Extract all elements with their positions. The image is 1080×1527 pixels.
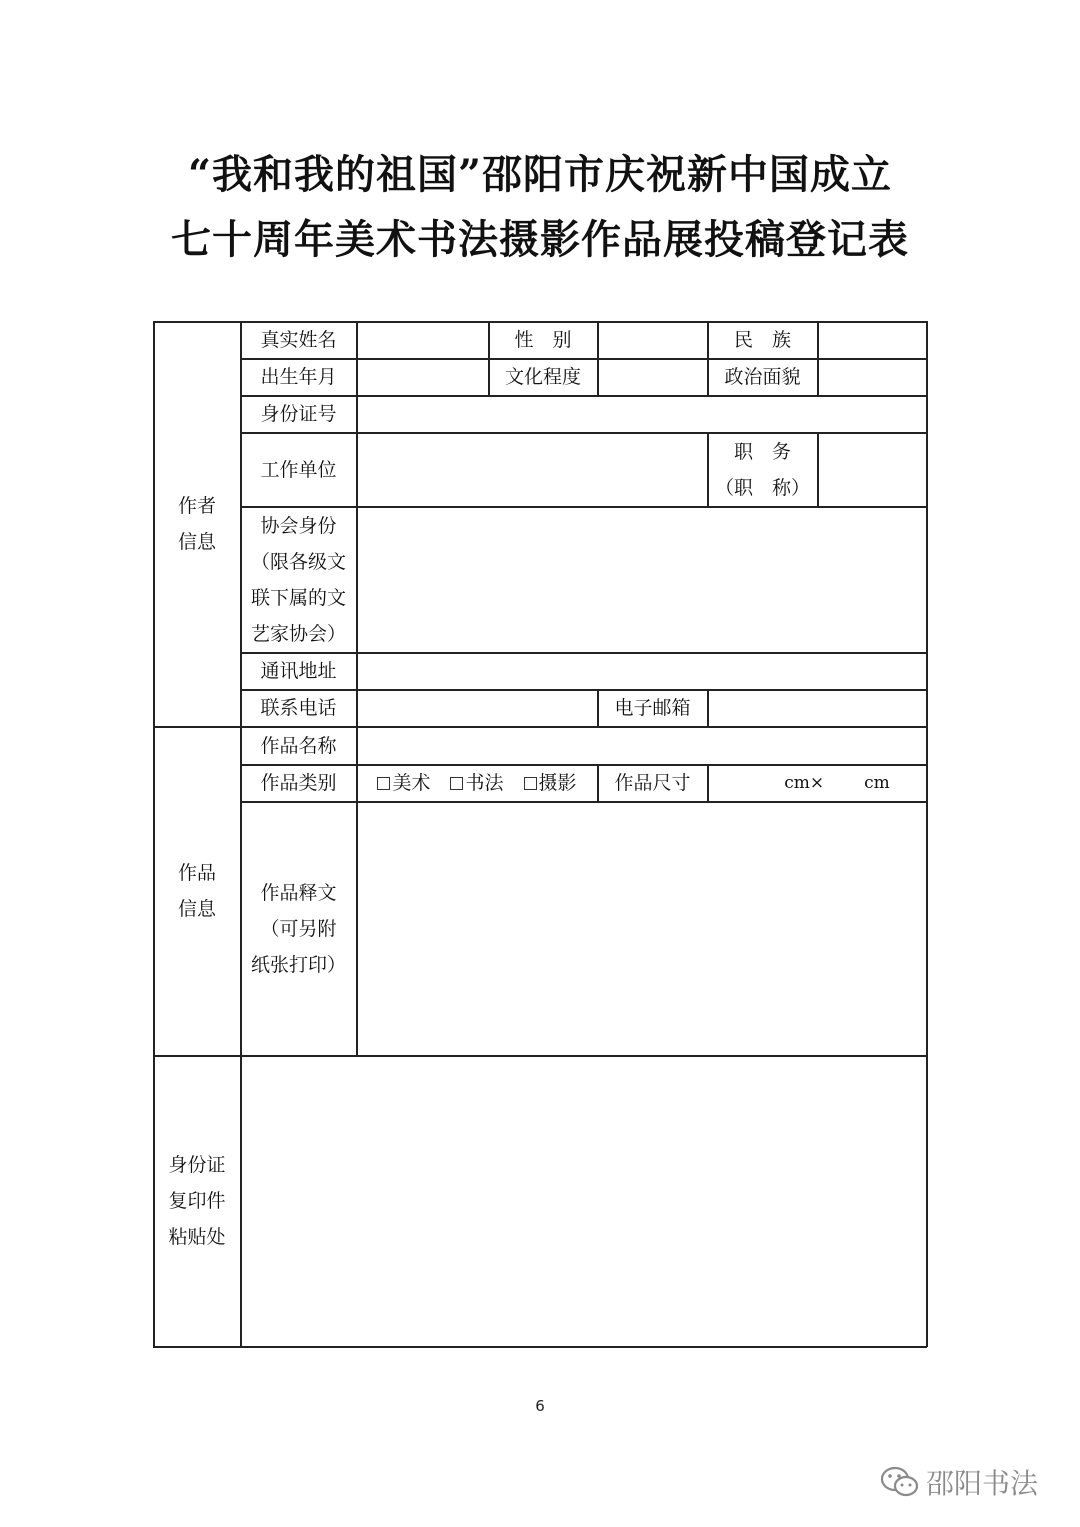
label-association: 协会身份 （限各级文 联下属的文 艺家协会）: [250, 514, 346, 645]
political-status-field[interactable]: [818, 359, 926, 395]
label-email: 电子邮箱: [614, 697, 691, 719]
label-political-status: 政治面貌: [724, 366, 801, 388]
category-option-photography[interactable]: 摄影: [524, 765, 577, 801]
position-field[interactable]: [818, 433, 926, 506]
label-position: 职 务 （职 称）: [714, 440, 810, 499]
work-unit-field[interactable]: [357, 433, 707, 506]
work-text-field[interactable]: [357, 802, 926, 1055]
label-work-unit: 工作单位: [260, 458, 337, 481]
birth-date-field[interactable]: [357, 359, 488, 395]
label-id-number: 身份证号: [260, 403, 337, 425]
section-work-info: 作品 信息: [177, 862, 216, 920]
work-size-field[interactable]: [708, 765, 926, 801]
association-field[interactable]: [357, 507, 926, 652]
label-gender: 性 别: [514, 329, 572, 351]
watermark-text: 邵阳书法: [926, 1467, 1039, 1500]
category-option-art[interactable]: 美术: [377, 765, 430, 801]
real-name-field[interactable]: [357, 322, 488, 358]
email-field[interactable]: [708, 690, 926, 726]
label-real-name: 真实姓名: [260, 329, 337, 351]
id-number-field[interactable]: [357, 396, 926, 432]
ethnicity-field[interactable]: [818, 322, 926, 358]
label-work-size: 作品尺寸: [614, 772, 691, 794]
section-id-copy: 身份证 复印件 粘贴处: [168, 1154, 226, 1248]
checkbox-icon[interactable]: [450, 777, 463, 790]
watermark: [880, 1462, 1038, 1502]
label-phone: 联系电话: [260, 697, 337, 719]
education-field[interactable]: [598, 359, 707, 395]
form-title-line1: “我和我的祖国”邵阳市庆祝新中国成立: [187, 151, 892, 198]
checkbox-icon[interactable]: [524, 777, 537, 790]
label-work-text: 作品释文 （可另附 纸张打印）: [250, 881, 346, 976]
phone-field[interactable]: [357, 690, 597, 726]
label-work-category: 作品类别: [260, 772, 337, 794]
wechat-icon: [880, 1465, 920, 1499]
page-number: 6: [535, 1397, 545, 1415]
section-author-info: 作者 信息: [177, 495, 216, 553]
table-border-right: [926, 321, 928, 1347]
label-education: 文化程度: [504, 366, 581, 388]
size-unit-1: cm×: [784, 773, 825, 793]
label-address: 通讯地址: [260, 660, 337, 682]
category-options: [357, 765, 597, 801]
address-field[interactable]: [357, 653, 926, 689]
id-copy-paste-area[interactable]: [241, 1056, 926, 1346]
label-work-name: 作品名称: [260, 734, 337, 757]
label-ethnicity: 民 族: [733, 329, 791, 351]
table-border-bottom: [153, 1346, 927, 1348]
gender-field[interactable]: [598, 322, 707, 358]
category-option-calligraphy[interactable]: 书法: [450, 765, 503, 801]
size-unit-2: cm: [864, 773, 890, 793]
checkbox-icon[interactable]: [377, 777, 390, 790]
label-birth-date: 出生年月: [260, 366, 337, 388]
work-name-field[interactable]: [357, 727, 926, 764]
form-title-line2: 七十周年美术书法摄影作品展投稿登记表: [171, 216, 909, 263]
